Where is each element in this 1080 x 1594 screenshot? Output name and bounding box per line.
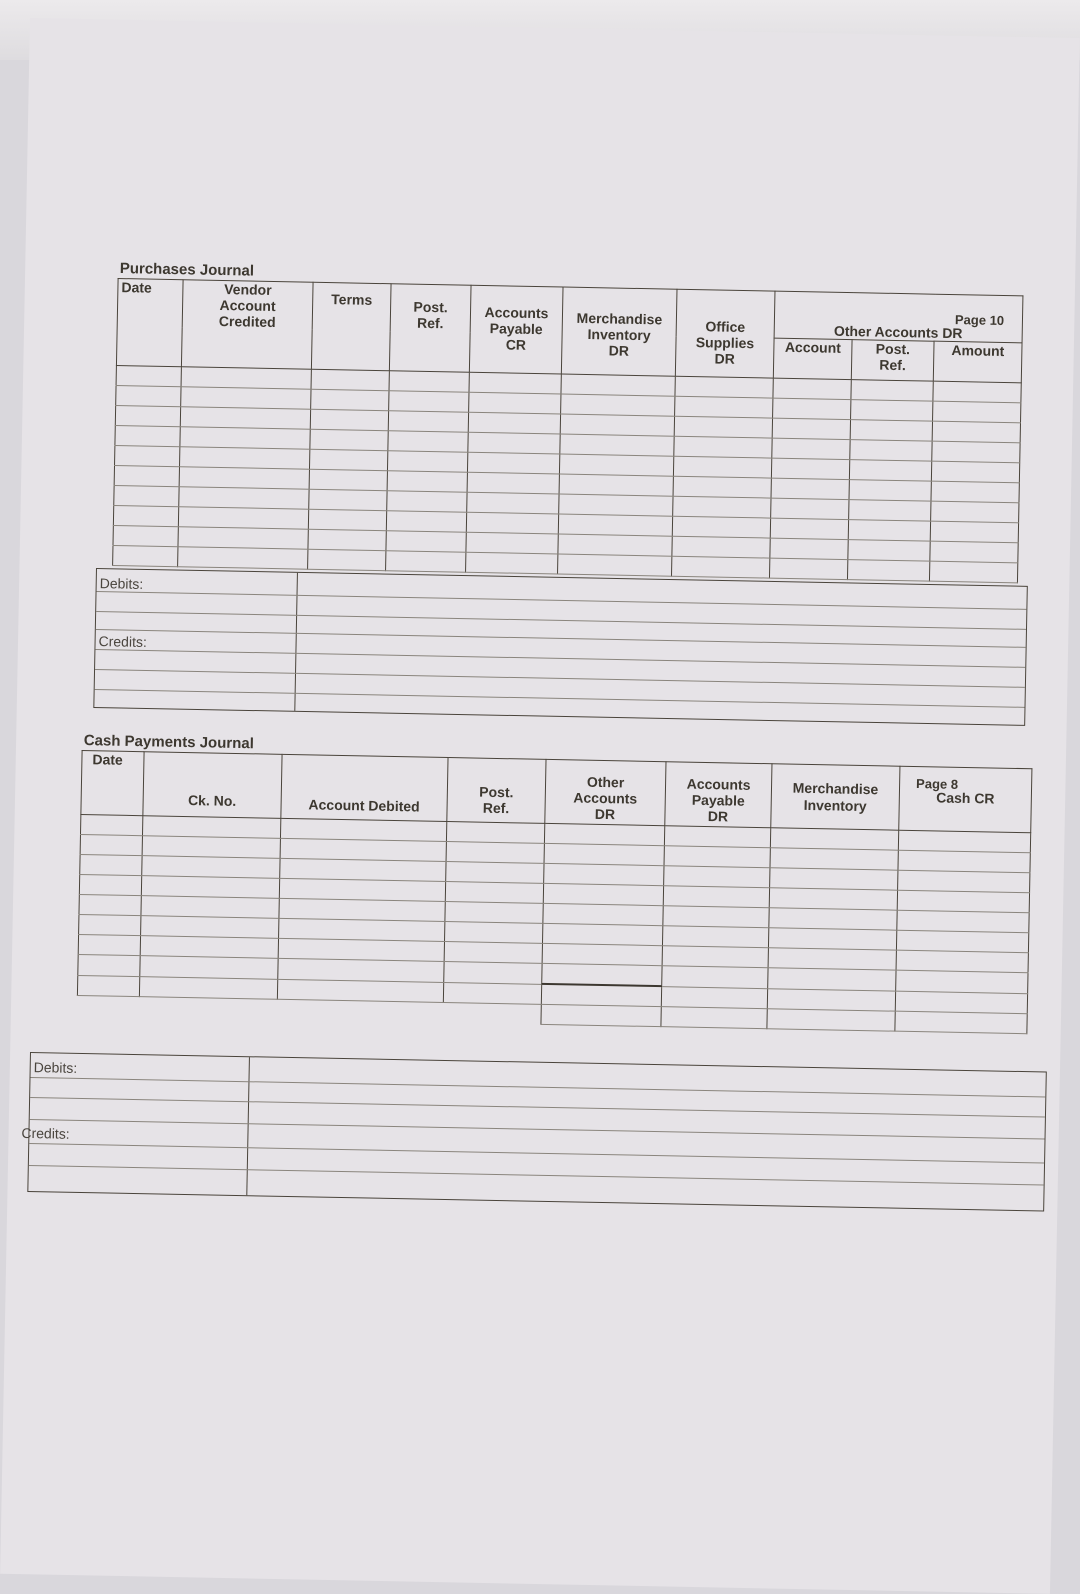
- col-group-other-accounts: Other Accounts DR: [774, 291, 1023, 343]
- purchases-debits-label: Debits:: [99, 575, 144, 592]
- purchases-summary-box: [93, 568, 1028, 726]
- col-post-ref: Post. Ref.: [447, 758, 546, 824]
- col-other-accounts: Other Accounts DR: [545, 759, 666, 825]
- col-other-post-ref: Post. Ref.: [851, 340, 934, 382]
- col-ck-no: Ck. No.: [143, 752, 282, 819]
- cash-credits-label: Credits:: [21, 1124, 70, 1142]
- col-post-ref: Post. Ref.: [389, 284, 471, 373]
- col-terms: Terms: [311, 282, 391, 371]
- cash-payments-journal-table: [77, 750, 1033, 1034]
- col-cash-cr: Cash CR: [899, 766, 1032, 833]
- purchases-page-number: Page 10: [954, 312, 1005, 329]
- purchases-journal-rows: [113, 366, 1022, 583]
- col-date: Date: [116, 279, 183, 367]
- col-other-amount: Amount: [933, 341, 1022, 383]
- col-other-account: Account: [773, 338, 852, 379]
- col-office-supplies: Office Supplies DR: [675, 289, 775, 378]
- purchases-journal-title: Purchases Journal: [119, 260, 255, 280]
- cash-payments-journal-title: Cash Payments Journal: [83, 732, 254, 753]
- col-accounts-payable: Accounts Payable CR: [469, 285, 563, 374]
- col-accounts-payable: Accounts Payable DR: [665, 762, 772, 828]
- cash-debits-label: Debits:: [33, 1059, 78, 1076]
- cash-summary-box: [21, 1052, 1047, 1211]
- purchases-credits-label: Credits:: [98, 633, 147, 650]
- col-merchandise-inventory: Merchandise Inventory DR: [561, 287, 677, 376]
- cash-payments-journal-rows: [77, 814, 1031, 1033]
- col-merchandise-inventory: Merchandise Inventory: [771, 764, 900, 830]
- col-vendor: Vendor Account Credited: [181, 280, 313, 370]
- col-account-debited: Account Debited: [281, 754, 448, 821]
- purchases-journal-table: [112, 278, 1023, 583]
- cash-payments-page-number: Page 8: [915, 776, 959, 792]
- col-date: Date: [81, 751, 144, 816]
